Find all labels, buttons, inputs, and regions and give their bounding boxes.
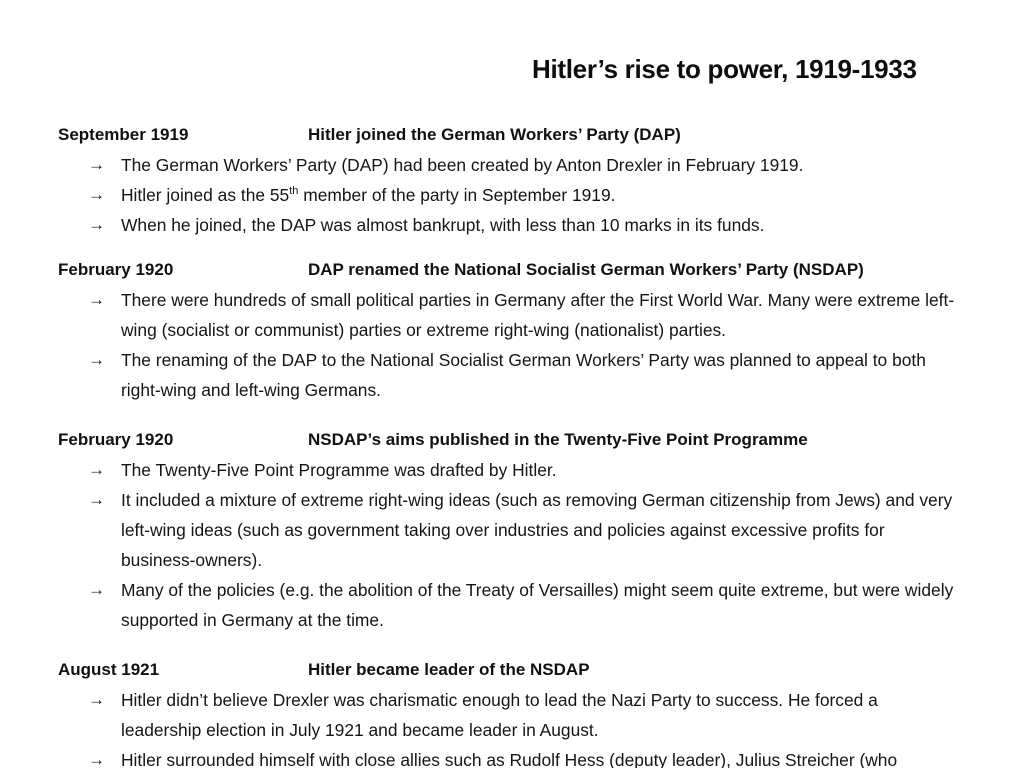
section-heading: [58, 255, 978, 285]
section-date: September 1919: [58, 125, 189, 144]
section-event: Hitler became leader of the NSDAP: [308, 660, 590, 679]
bullet-item: [58, 455, 961, 485]
bullet-text: The renaming of the DAP to the National Socialist German Workers’ Party was planned to appeal to both right-wing and left-wing Germans.: [121, 350, 926, 400]
timeline-section-feb-1920-renamed: [58, 255, 978, 405]
section-event: NSDAP’s aims published in the Twenty-Five Point Programme: [308, 430, 808, 449]
section-heading: [58, 120, 978, 150]
bullet-item: [58, 685, 961, 745]
arrow-right-icon: →: [88, 215, 105, 234]
bullet-text: Hitler surrounded himself with close allies such as Rudolf Hess (deputy leader), Julius Streicher (who: [121, 750, 898, 768]
bullet-item: [58, 345, 961, 405]
arrow-right-icon: →: [88, 750, 105, 768]
arrow-right-icon: →: [88, 460, 105, 479]
section-event: DAP renamed the National Socialist German Workers’ Party (NSDAP): [308, 260, 864, 279]
arrow-right-icon: →: [88, 290, 105, 309]
bullet-text: It included a mixture of extreme right-wing ideas (such as removing German citizenship from Jews) and very left-wing ideas (such as government taking over industries and policies against excessive profits for business-owners).: [121, 490, 953, 570]
bullet-text: Many of the policies (e.g. the abolition of the Treaty of Versailles) might seem quite extreme, but were widely supported in Germany at the time.: [121, 580, 954, 630]
timeline-section-aug-1921: [58, 655, 978, 768]
ordinal-superscript: th: [289, 185, 299, 197]
bullet-text: The German Workers’ Party (DAP) had been created by Anton Drexler in February 1919.: [121, 155, 804, 175]
arrow-right-icon: →: [88, 185, 105, 204]
arrow-right-icon: →: [88, 490, 105, 509]
bullet-item: [58, 150, 961, 180]
section-heading: [58, 655, 978, 685]
bullet-text: The Twenty-Five Point Programme was drafted by Hitler.: [121, 460, 557, 480]
bullet-item: [58, 285, 961, 345]
bullet-text-before: Hitler joined as the 55: [121, 185, 290, 205]
section-date: February 1920: [58, 430, 174, 449]
bullet-text: There were hundreds of small political parties in Germany after the First World War. Many were extreme left-wing (socialist or communist) parties or extreme right-wing (nationalist) parties.: [121, 290, 955, 340]
arrow-right-icon: →: [88, 155, 105, 174]
bullet-text: [121, 185, 615, 205]
bullet-text-after: member of the party in September 1919.: [298, 185, 616, 205]
section-date: August 1921: [58, 660, 160, 679]
document-title: Hitler’s rise to power, 1919-1933: [532, 54, 917, 84]
bullet-text: When he joined, the DAP was almost bankrupt, with less than 10 marks in its funds.: [121, 215, 765, 235]
timeline-section-feb-1920-programme: [58, 425, 978, 635]
bullet-item: [58, 485, 961, 575]
section-event: Hitler joined the German Workers’ Party (DAP): [308, 125, 681, 144]
bullet-item: [58, 575, 961, 635]
bullet-item: [58, 745, 961, 768]
bullet-item: [58, 210, 961, 240]
timeline-section-sep-1919: [58, 120, 978, 240]
arrow-right-icon: →: [88, 350, 105, 369]
arrow-right-icon: →: [88, 690, 105, 709]
bullet-text: Hitler didn’t believe Drexler was charismatic enough to lead the Nazi Party to success. He forced a leadership election in July 1921 and became leader in August.: [121, 690, 878, 740]
section-date: February 1920: [58, 260, 174, 279]
section-heading: [58, 425, 978, 455]
arrow-right-icon: →: [88, 580, 105, 599]
bullet-item: [58, 180, 961, 210]
